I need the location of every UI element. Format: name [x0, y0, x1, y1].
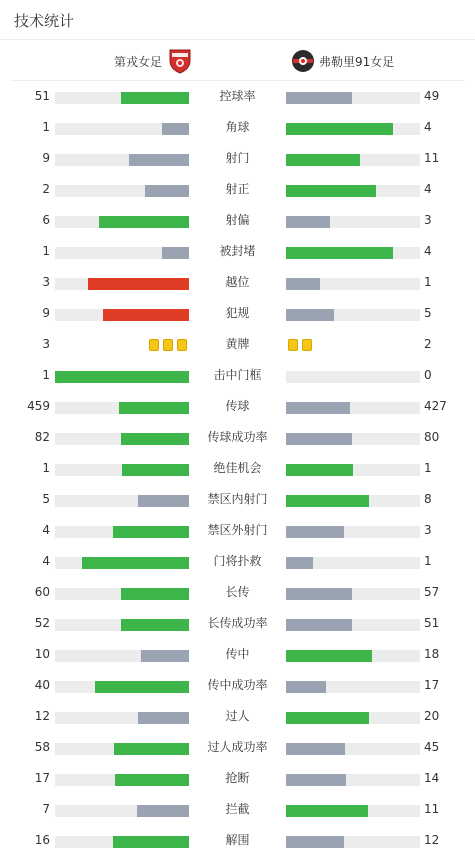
away-stat-bar-track	[286, 681, 420, 693]
home-stat-value: 82	[34, 430, 50, 444]
home-team[interactable]	[114, 42, 192, 80]
home-stat-bar-track	[55, 495, 189, 507]
stat-label: 传球	[225, 399, 250, 413]
away-stat-value: 3	[424, 213, 432, 227]
page-title: 技术统计	[14, 12, 75, 30]
away-stat-value: 8	[424, 492, 432, 506]
away-stat-bar-fill	[286, 92, 352, 104]
home-stat-value: 4	[42, 554, 50, 568]
stat-label: 长传成功率	[207, 616, 268, 630]
stat-label: 过人	[225, 709, 250, 723]
away-stat-bar-fill	[286, 495, 369, 507]
away-stat-bar-fill	[286, 154, 360, 166]
away-stat-value: 3	[424, 523, 432, 537]
home-stat-bar-track	[55, 681, 189, 693]
home-stat-value: 1	[42, 368, 50, 382]
home-stat-bar-track	[55, 774, 189, 786]
away-stat-value: 17	[424, 678, 440, 692]
away-stat-bar-track	[286, 371, 420, 383]
stat-label: 黄牌	[225, 337, 250, 351]
away-stat-value: 1	[424, 461, 432, 475]
home-stat-value: 1	[42, 120, 50, 134]
away-stat-value: 12	[424, 833, 440, 847]
home-stat-value: 6	[42, 213, 50, 227]
stat-row	[0, 273, 475, 293]
away-stat-bar-track	[286, 557, 420, 569]
stat-label: 角球	[225, 120, 250, 134]
home-stat-bar-fill	[162, 123, 189, 135]
home-stat-value: 58	[34, 740, 50, 754]
home-stat-bar-fill	[55, 371, 189, 383]
stat-row	[0, 831, 475, 851]
away-stat-bar-track	[286, 836, 420, 848]
home-stat-bar-fill	[114, 743, 189, 755]
home-stat-value: 9	[42, 151, 50, 165]
stat-row	[0, 738, 475, 758]
away-stat-bar-track	[286, 309, 420, 321]
home-stat-value: 17	[34, 771, 50, 785]
stat-row	[0, 87, 475, 107]
away-stat-value: 1	[424, 275, 432, 289]
home-stat-bar-fill	[121, 92, 189, 104]
away-stat-value: 4	[424, 120, 432, 134]
stat-row	[0, 676, 475, 696]
home-stat-bar-track	[55, 526, 189, 538]
home-stat-bar-track	[55, 154, 189, 166]
home-stat-bar-fill	[137, 805, 189, 817]
home-stat-bar-fill	[119, 402, 189, 414]
home-stat-bar-track	[55, 743, 189, 755]
away-stat-bar-track	[286, 216, 420, 228]
stat-label: 被封堵	[219, 244, 256, 258]
teams-header	[10, 42, 465, 81]
stat-row	[0, 552, 475, 572]
away-stat-bar-fill	[286, 123, 393, 135]
home-stat-bar-track	[55, 433, 189, 445]
away-stat-value: 5	[424, 306, 432, 320]
away-stat-bar-fill	[286, 185, 376, 197]
away-stat-bar-fill	[286, 402, 350, 414]
home-stat-bar-track	[55, 588, 189, 600]
home-yellow-cards	[147, 339, 189, 352]
away-stat-bar-fill	[286, 743, 345, 755]
home-stat-value: 2	[42, 182, 50, 196]
yellow-card-icon	[177, 339, 187, 351]
home-stat-bar-fill	[141, 650, 189, 662]
away-stat-bar-fill	[286, 588, 352, 600]
stat-row	[0, 614, 475, 634]
home-stat-value: 3	[42, 275, 50, 289]
stat-label: 射正	[225, 182, 250, 196]
home-stat-value: 5	[42, 492, 50, 506]
stat-row	[0, 428, 475, 448]
away-stat-bar-track	[286, 526, 420, 538]
yellow-card-icon	[302, 339, 312, 351]
away-stat-value: 0	[424, 368, 432, 382]
home-stat-value: 4	[42, 523, 50, 537]
stat-row	[0, 490, 475, 510]
home-stat-bar-fill	[121, 619, 189, 631]
home-stat-bar-track	[55, 712, 189, 724]
away-stat-value: 14	[424, 771, 440, 785]
away-stat-bar-track	[286, 185, 420, 197]
stat-label: 抢断	[225, 771, 250, 785]
stat-row	[0, 583, 475, 603]
home-stat-bar-fill	[103, 309, 189, 321]
away-stat-bar-fill	[286, 836, 344, 848]
away-team[interactable]	[291, 42, 394, 80]
stat-row	[0, 397, 475, 417]
away-stat-bar-fill	[286, 774, 346, 786]
away-stat-bar-track	[286, 154, 420, 166]
home-stat-bar-fill	[138, 712, 189, 724]
away-stat-value: 57	[424, 585, 440, 599]
home-stat-value: 459	[27, 399, 50, 413]
stat-label: 击中门框	[213, 368, 262, 382]
away-stat-value: 2	[424, 337, 432, 351]
stat-label: 越位	[225, 275, 250, 289]
home-stat-bar-fill	[121, 433, 189, 445]
away-stat-value: 45	[424, 740, 440, 754]
home-stat-bar-fill	[95, 681, 189, 693]
home-stat-bar-track	[55, 309, 189, 321]
away-stat-bar-fill	[286, 464, 353, 476]
away-stat-bar-track	[286, 712, 420, 724]
home-stat-bar-track	[55, 619, 189, 631]
home-stat-value: 9	[42, 306, 50, 320]
home-stat-value: 12	[34, 709, 50, 723]
away-stat-bar-track	[286, 495, 420, 507]
dijon-crest-icon	[168, 48, 192, 74]
away-stat-bar-track	[286, 433, 420, 445]
home-stat-bar-fill	[113, 836, 189, 848]
home-stat-bar-track	[55, 371, 189, 383]
away-stat-bar-track	[286, 588, 420, 600]
stat-label: 长传	[225, 585, 250, 599]
home-stat-value: 7	[42, 802, 50, 816]
home-team-name: 第戎女足	[114, 54, 163, 69]
away-stat-bar-fill	[286, 557, 313, 569]
home-stat-bar-track	[55, 557, 189, 569]
stat-row	[0, 118, 475, 138]
home-stat-bar-track	[55, 123, 189, 135]
stat-label: 传球成功率	[207, 430, 268, 444]
home-stat-value: 16	[34, 833, 50, 847]
away-stat-bar-track	[286, 92, 420, 104]
stat-label: 拦截	[225, 802, 250, 816]
stat-label: 门将扑救	[213, 554, 262, 568]
page-header	[0, 0, 475, 40]
stat-label: 解围	[225, 833, 250, 847]
stat-row	[0, 366, 475, 386]
away-stat-value: 4	[424, 182, 432, 196]
stat-label: 传中	[225, 647, 250, 661]
home-stat-bar-track	[55, 464, 189, 476]
home-stat-bar-track	[55, 247, 189, 259]
away-stat-bar-track	[286, 247, 420, 259]
stat-row	[0, 180, 475, 200]
yellow-card-icon	[149, 339, 159, 351]
home-stat-bar-fill	[138, 495, 189, 507]
away-stat-bar-fill	[286, 309, 334, 321]
away-stat-bar-fill	[286, 247, 393, 259]
away-stat-bar-track	[286, 464, 420, 476]
stat-row	[0, 459, 475, 479]
away-stat-bar-fill	[286, 650, 372, 662]
away-stat-bar-fill	[286, 712, 369, 724]
stat-row	[0, 149, 475, 169]
home-stat-value: 3	[42, 337, 50, 351]
stat-row	[0, 769, 475, 789]
stat-label: 犯规	[225, 306, 250, 320]
yellow-card-icon	[288, 339, 298, 351]
home-stat-value: 1	[42, 244, 50, 258]
stat-row	[0, 707, 475, 727]
home-stat-bar-fill	[115, 774, 189, 786]
stat-row	[0, 521, 475, 541]
away-stat-value: 11	[424, 802, 440, 816]
home-stat-bar-fill	[122, 464, 189, 476]
yellow-card-icon	[163, 339, 173, 351]
away-stat-bar-track	[286, 774, 420, 786]
away-team-name: 弗勒里91女足	[319, 54, 395, 69]
home-stat-value: 10	[34, 647, 50, 661]
stat-row	[0, 335, 475, 355]
away-stat-bar-track	[286, 402, 420, 414]
home-stat-bar-track	[55, 92, 189, 104]
home-stat-value: 52	[34, 616, 50, 630]
stat-row	[0, 800, 475, 820]
stat-label: 射偏	[225, 213, 250, 227]
home-stat-value: 60	[34, 585, 50, 599]
stat-label: 传中成功率	[207, 678, 268, 692]
home-stat-value: 51	[34, 89, 50, 103]
stat-row	[0, 211, 475, 231]
away-stat-bar-track	[286, 123, 420, 135]
away-stat-bar-track	[286, 743, 420, 755]
stat-row	[0, 645, 475, 665]
home-stat-bar-fill	[113, 526, 189, 538]
away-stat-bar-fill	[286, 433, 352, 445]
away-stat-value: 51	[424, 616, 440, 630]
away-stat-value: 18	[424, 647, 440, 661]
away-stat-bar-fill	[286, 216, 330, 228]
away-stat-bar-fill	[286, 278, 320, 290]
stat-label: 控球率	[219, 89, 256, 103]
away-stat-value: 1	[424, 554, 432, 568]
home-stat-bar-fill	[162, 247, 189, 259]
stat-label: 过人成功率	[207, 740, 268, 754]
away-stat-value: 427	[424, 399, 447, 413]
away-stat-bar-track	[286, 805, 420, 817]
away-stat-bar-fill	[286, 526, 344, 538]
away-stat-value: 4	[424, 244, 432, 258]
away-stat-bar-fill	[286, 805, 368, 817]
stat-label: 射门	[225, 151, 250, 165]
away-stat-bar-track	[286, 278, 420, 290]
away-stat-value: 11	[424, 151, 440, 165]
stat-label: 禁区外射门	[207, 523, 268, 537]
away-stat-value: 49	[424, 89, 440, 103]
away-stat-bar-fill	[286, 681, 326, 693]
away-yellow-cards	[286, 339, 314, 352]
home-stat-bar-fill	[88, 278, 189, 290]
home-stat-bar-track	[55, 185, 189, 197]
home-stat-bar-track	[55, 216, 189, 228]
home-stat-bar-track	[55, 402, 189, 414]
stat-row	[0, 304, 475, 324]
home-stat-bar-fill	[145, 185, 189, 197]
home-stat-value: 1	[42, 461, 50, 475]
away-stat-bar-fill	[286, 619, 352, 631]
home-stat-bar-fill	[129, 154, 189, 166]
home-stat-bar-track	[55, 836, 189, 848]
home-stat-bar-fill	[82, 557, 189, 569]
away-stat-value: 80	[424, 430, 440, 444]
away-stat-bar-track	[286, 650, 420, 662]
stat-label: 绝佳机会	[213, 461, 262, 475]
home-stat-bar-fill	[121, 588, 189, 600]
away-stat-bar-track	[286, 619, 420, 631]
away-stat-value: 20	[424, 709, 440, 723]
stat-label: 禁区内射门	[207, 492, 268, 506]
home-stat-bar-track	[55, 278, 189, 290]
home-stat-value: 40	[34, 678, 50, 692]
stat-row	[0, 242, 475, 262]
home-stat-bar-fill	[99, 216, 189, 228]
home-stat-bar-track	[55, 805, 189, 817]
home-stat-bar-track	[55, 650, 189, 662]
fleury-crest-icon	[291, 48, 315, 74]
